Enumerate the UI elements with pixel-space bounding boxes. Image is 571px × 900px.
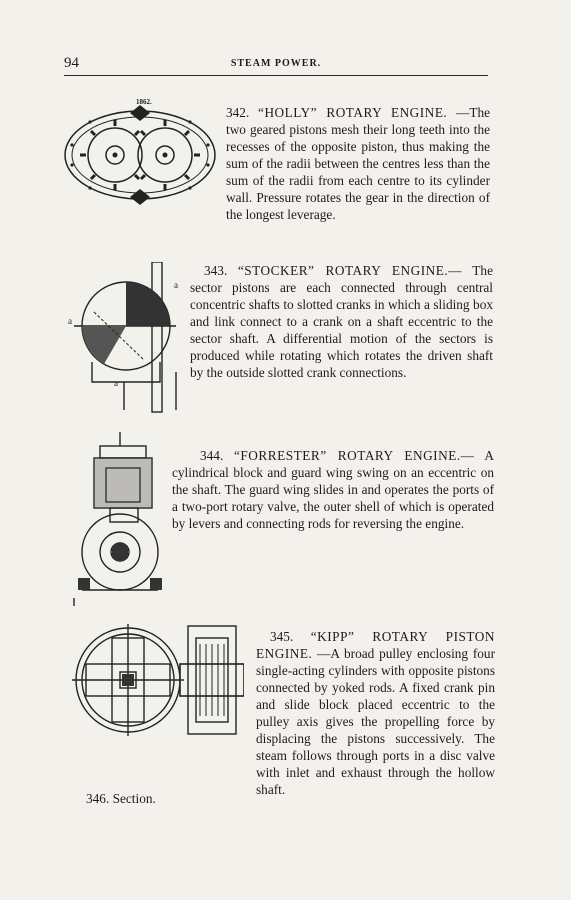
fig343-number: 343. bbox=[204, 263, 228, 278]
fig344-body: A cylindrical block and guard wing swing on an eccentric on the shaft. The guard wing slides in and operates the ports of a two-port rotary valve, the outer shell of which is operated by levers and connecting rods for reversing the engine. bbox=[172, 448, 495, 531]
running-head: STEAM POWER. bbox=[230, 58, 322, 69]
fig345-title: “KIPP” ROTARY PISTON ENGINE. bbox=[256, 629, 495, 661]
svg-text:a: a bbox=[114, 378, 118, 388]
fig346-caption bbox=[86, 790, 156, 807]
fig345-text-wrapped bbox=[256, 628, 495, 798]
fig344-title: “FORRESTER” ROTARY ENGINE.— bbox=[233, 448, 475, 463]
forrester-engine-illustration bbox=[70, 432, 168, 606]
fig342-title: “HOLLY” ROTARY ENGINE. bbox=[258, 105, 448, 120]
fig342-label: 1862. bbox=[136, 98, 152, 106]
fig345-number: 345. bbox=[270, 629, 294, 644]
kipp-engine-illustration bbox=[72, 624, 244, 738]
holly-engine-illustration bbox=[60, 100, 220, 206]
page-header bbox=[64, 55, 488, 75]
fig342-number: 342. bbox=[226, 105, 250, 120]
fig346-number: 346. bbox=[86, 791, 110, 806]
stocker-engine-illustration bbox=[64, 262, 186, 414]
page-number: 94 bbox=[64, 55, 79, 71]
fig343-body: The sector pistons are each connected through central concentric shafts to slotted cranks in which a sliding box and link connect to a crank on a shaft eccentric to the sector shaft. A differential motion of the sectors is produced while rotating which rotates the driven shaft by the outside slotted crank connections. bbox=[190, 263, 493, 380]
fig343-text bbox=[190, 262, 493, 381]
header-rule bbox=[64, 75, 488, 76]
fig346-title: Section. bbox=[112, 791, 156, 806]
svg-text:a: a bbox=[174, 280, 178, 290]
fig343-title: “STOCKER” ROTARY ENGINE.— bbox=[237, 263, 462, 278]
fig342-body: —The two geared pistons mesh their long teeth into the recesses of the opposite piston, thus making the sum of the radii between the centres less than the sum of the radii from each centre to its cylinder wall. Pressure rotates the gear in the direction of the longest leverage. bbox=[226, 105, 491, 222]
fig342-text-wrapped bbox=[226, 104, 490, 223]
fig345-body: —A broad pulley enclosing four single-acting cylinders with opposite pistons connected by yoked rods. A fixed crank pin and slide block placed eccentric to the pulley axis gives the propelling force by displacing the pistons successively. The steam follows through ports in a disc valve with inlet and exhaust through the hollow shaft. bbox=[256, 646, 495, 797]
fig344-text bbox=[172, 447, 494, 532]
svg-text:a: a bbox=[68, 316, 72, 326]
fig344-number: 344. bbox=[200, 448, 224, 463]
